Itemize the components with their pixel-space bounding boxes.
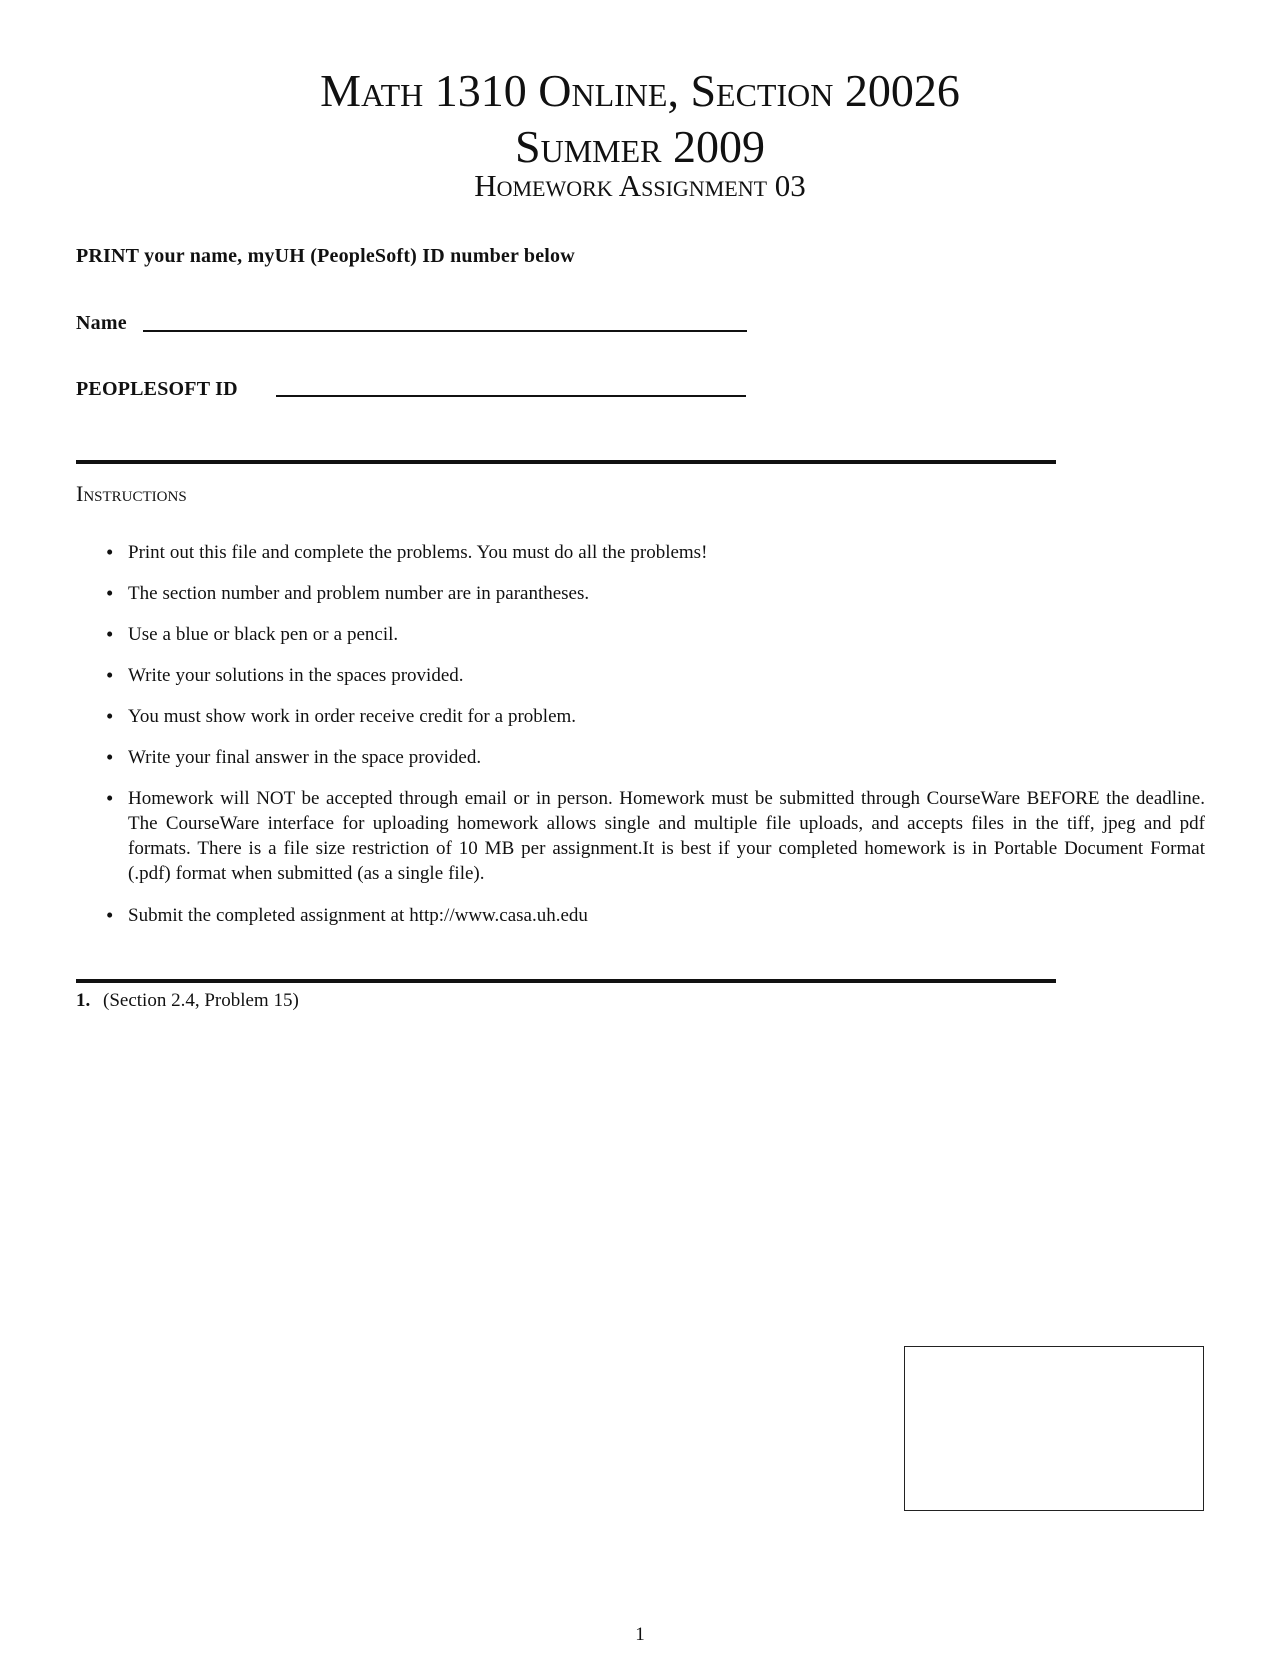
final-answer-box xyxy=(904,1346,1204,1511)
instruction-item: • You must show work in order receive credit for a problem. xyxy=(100,704,1205,729)
instructions-list xyxy=(100,540,1205,944)
assignment-title: Homework Assignment 03 xyxy=(474,168,806,203)
course-title: Math 1310 Online, Section 20026 xyxy=(320,65,960,116)
instructions-heading: Instructions xyxy=(76,481,187,506)
page-number: 1 xyxy=(635,1624,645,1645)
name-label: Name xyxy=(76,312,127,334)
instruction-item: • Submit the completed assignment at http://www.casa.uh.edu xyxy=(100,903,1205,928)
name-fill-line xyxy=(143,330,747,332)
instruction-item: • Homework will NOT be accepted through email or in person. Homework must be submitted through CourseWare BEFORE the deadline. The CourseWare interface for uploading homework allows single and multiple file uploads, and accepts files in the tiff, jpeg and pdf formats. There is a file size restriction of 10 MB per assignment.It is best if your completed homework is in Portable Document Format (.pdf) format when submitted (as a single file). xyxy=(100,786,1205,886)
instruction-item: • Print out this file and complete the problems. You must do all the problems! xyxy=(100,540,1205,565)
term-title: Summer 2009 xyxy=(515,121,765,172)
print-name-id-instruction: PRINT your name, myUH (PeopleSoft) ID number below xyxy=(76,245,575,267)
instructions-bottom-rule xyxy=(76,979,1056,983)
peoplesoft-id-label: PEOPLESOFT ID xyxy=(76,378,238,400)
instructions-top-rule xyxy=(76,460,1056,464)
instruction-item: • Write your solutions in the spaces provided. xyxy=(100,663,1205,688)
problem-number: 1. xyxy=(76,990,91,1011)
problem-heading xyxy=(76,990,299,1012)
instruction-item: • Use a blue or black pen or a pencil. xyxy=(100,622,1205,647)
instruction-item: • Write your final answer in the space provided. xyxy=(100,745,1205,770)
problem-reference: (Section 2.4, Problem 15) xyxy=(103,990,299,1011)
peoplesoft-id-fill-line xyxy=(276,395,746,397)
instruction-item: • The section number and problem number are in parantheses. xyxy=(100,581,1205,606)
